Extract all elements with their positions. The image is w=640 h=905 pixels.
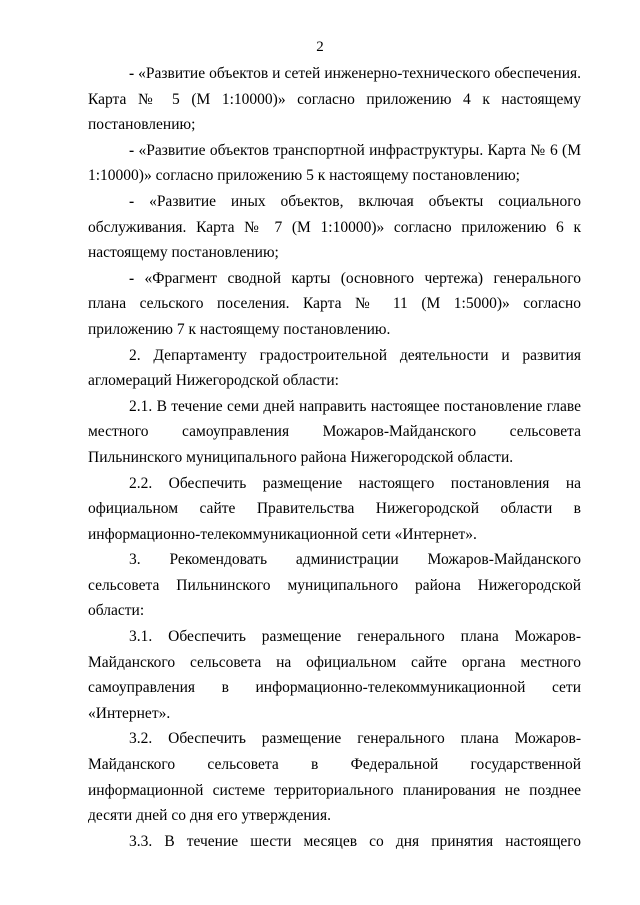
paragraph-text: «Развитие объектов и сетей инженерно-технического обеспечения. Карта № 5 (М 1:10000)» согласно приложению 4 к настоящему постановлению; bbox=[88, 65, 581, 134]
paragraph-text: 3. Рекомендовать администрации Можаров-Майданского сельсовета Пильнинского муниципального района Нижегородской области: bbox=[88, 551, 581, 620]
paragraph-bullet-map-11 bbox=[88, 266, 581, 343]
paragraph-bullet-map-6 bbox=[88, 138, 581, 189]
paragraph-text: 2.1. В течение семи дней направить настоящее постановление главе местного самоуправления Можаров-Майданского сельсовета Пильнинского муниципального района Нижегородской области. bbox=[88, 397, 581, 466]
page-number: 2 bbox=[316, 39, 324, 55]
paragraph-3-3 bbox=[88, 829, 581, 855]
paragraph-2-2 bbox=[88, 471, 581, 548]
bullet-dash: - bbox=[129, 141, 139, 159]
paragraph-3-2 bbox=[88, 726, 581, 828]
paragraph-bullet-map-5 bbox=[88, 61, 581, 138]
paragraph-text: «Фрагмент сводной карты (основного чертежа) генерального плана сельского поселения. Карта № 11 (М 1:5000)» согласно приложению 7 к настоящему постановлению. bbox=[88, 269, 581, 338]
paragraph-text: 2. Департаменту градостроительной деятельности и развития агломераций Нижегородской области: bbox=[88, 346, 581, 390]
paragraph-2-1 bbox=[88, 394, 581, 471]
paragraph-bullet-map-7 bbox=[88, 189, 581, 266]
bullet-dash: - bbox=[129, 269, 145, 287]
paragraph-text: 3.3. В течение шести месяцев со дня принятия настоящего bbox=[129, 832, 581, 850]
bullet-dash: - bbox=[129, 65, 139, 82]
paragraph-text: 2.2. Обеспечить размещение настоящего постановления на официальном сайте Правительства Нижегородской области в информационно-телекоммуникационной сети «Интернет». bbox=[88, 474, 581, 543]
paragraph-3 bbox=[88, 547, 581, 624]
paragraph-text: «Развитие объектов транспортной инфраструктуры. Карта № 6 (М 1:10000)» согласно приложению 5 к настоящему постановлению; bbox=[88, 141, 582, 185]
paragraph-text: «Развитие иных объектов, включая объекты социального обслуживания. Карта № 7 (М 1:10000)» согласно приложению 6 к настоящему постановлению; bbox=[88, 192, 582, 262]
paragraph-text: 3.2. Обеспечить размещение генерального плана Можаров-Майданского сельсовета в Федеральной государственной информационной системе территориального планирования не позднее десяти дней со дня его утверждения. bbox=[88, 730, 581, 825]
paragraph-3-1 bbox=[88, 624, 581, 726]
document-body bbox=[88, 61, 581, 854]
paragraph-text: 3.1. Обеспечить размещение генерального плана Можаров-Майданского сельсовета на официальном сайте органа местного самоуправления в информационно-телекоммуникационной сети «Интернет». bbox=[88, 628, 581, 722]
paragraph-2 bbox=[88, 343, 581, 394]
bullet-dash: - bbox=[129, 192, 150, 210]
